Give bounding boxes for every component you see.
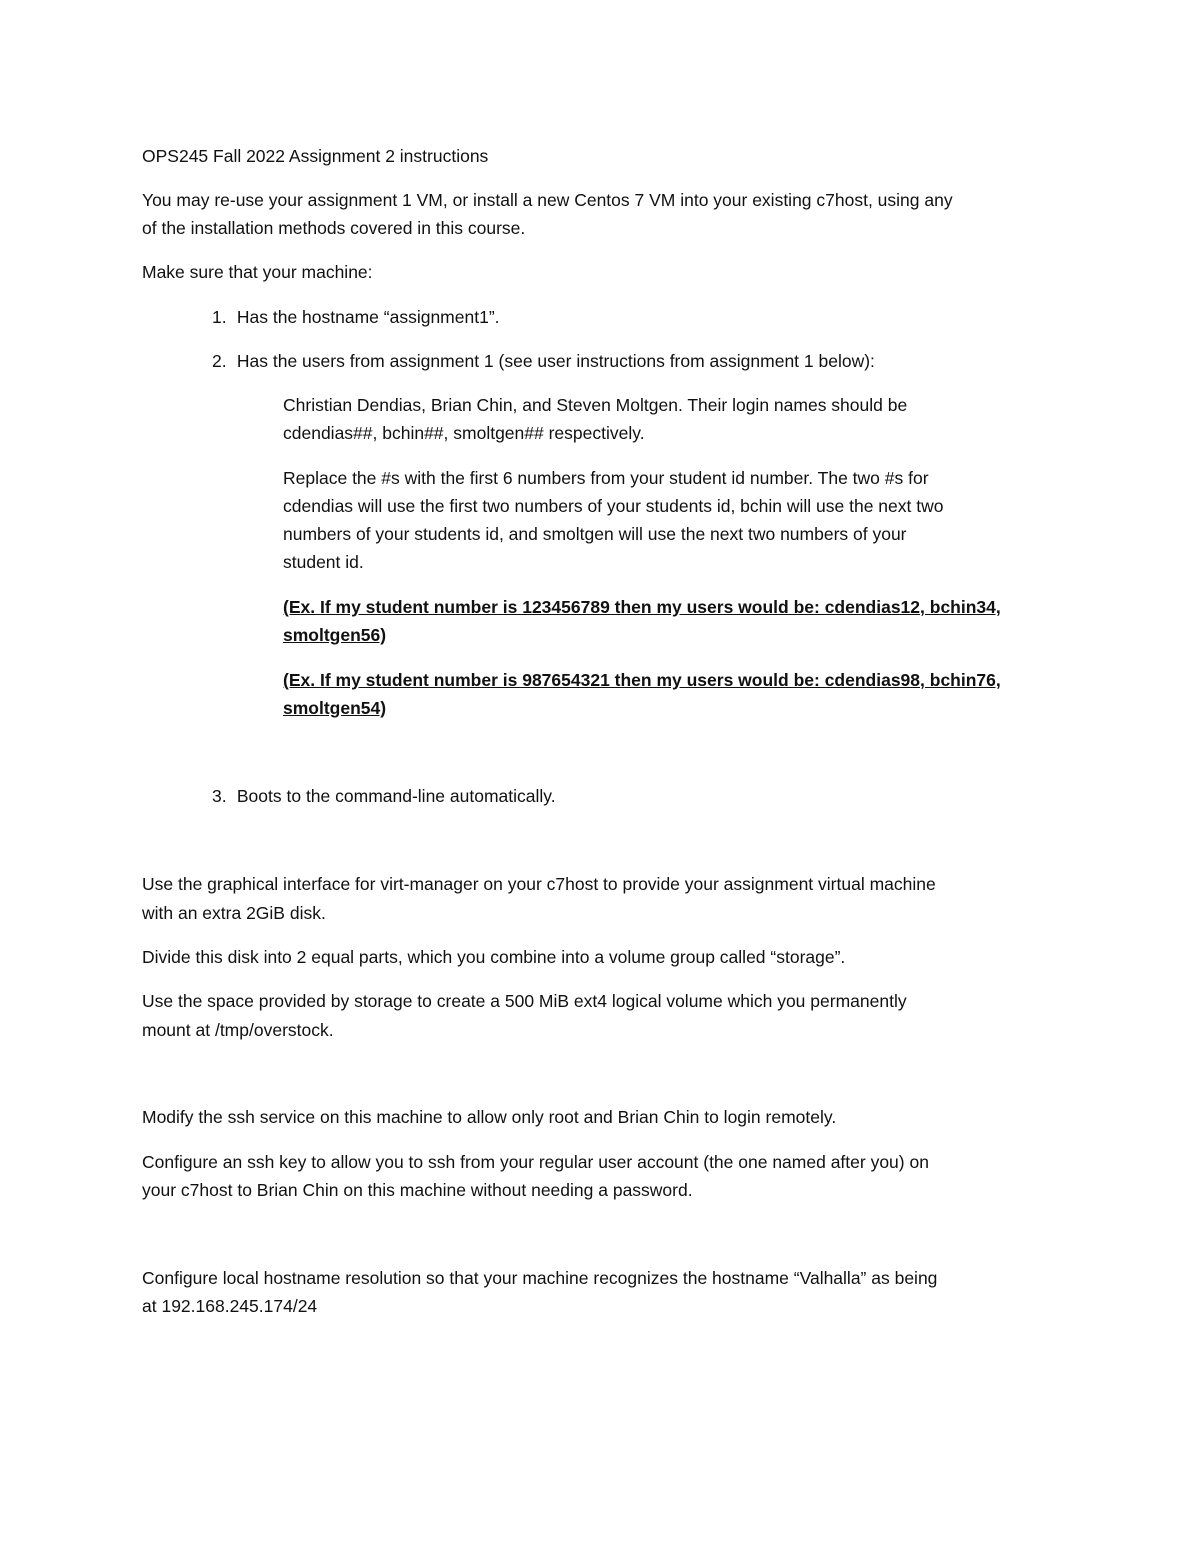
hosts-text-line-2: at 192.168.245.174/24 xyxy=(142,1296,318,1316)
document-title: OPS245 Fall 2022 Assignment 2 instructions xyxy=(142,146,489,166)
lv-text-line-2: mount at /tmp/overstock. xyxy=(142,1020,334,1040)
users-text-line-1: Christian Dendias, Brian Chin, and Steven Moltgen. Their login names should be xyxy=(283,395,908,415)
example-2-line-1: (Ex. If my student number is 987654321 then my users would be: cdendias98, bchin76, xyxy=(283,670,1001,690)
list-item-number: 3. xyxy=(212,786,227,806)
example-2-line-2: smoltgen54) xyxy=(283,698,387,718)
intro-text-line-2: of the installation methods covered in this course. xyxy=(142,218,526,238)
disk-text-line-2: with an extra 2GiB disk. xyxy=(142,903,326,923)
example-1-line-2: smoltgen56) xyxy=(283,625,387,645)
ssh-modify-text: Modify the ssh service on this machine to allow only root and Brian Chin to login remotely. xyxy=(142,1107,837,1127)
ssh-key-text-line-2: your c7host to Brian Chin on this machine without needing a password. xyxy=(142,1180,693,1200)
disk-text-line-1: Use the graphical interface for virt-manager on your c7host to provide your assignment virtual machine xyxy=(142,874,936,894)
list-item-3 xyxy=(212,782,556,810)
list-item-text: Has the users from assignment 1 (see user instructions from assignment 1 below): xyxy=(236,351,875,371)
list-item-text: Boots to the command-line automatically. xyxy=(236,786,556,806)
list-item-number: 2. xyxy=(212,351,227,371)
list-item-2 xyxy=(212,347,875,375)
list-item-text: Has the hostname “assignment1”. xyxy=(236,307,500,327)
users-text-line-2: cdendias##, bchin##, smoltgen## respectively. xyxy=(283,423,645,443)
lv-text-line-1: Use the space provided by storage to create a 500 MiB ext4 logical volume which you permanently xyxy=(142,991,907,1011)
make-sure-heading: Make sure that your machine: xyxy=(142,262,373,282)
replace-text-line-3: numbers of your students id, and smoltgen will use the next two numbers of your xyxy=(283,524,907,544)
hosts-text-line-1: Configure local hostname resolution so that your machine recognizes the hostname “Valhalla” as being xyxy=(142,1268,938,1288)
replace-text-line-1: Replace the #s with the first 6 numbers from your student id number. The two #s for xyxy=(283,468,929,488)
intro-text-line-1: You may re-use your assignment 1 VM, or install a new Centos 7 VM into your existing c7host, using any xyxy=(142,190,953,210)
replace-text-line-4: student id. xyxy=(283,552,364,572)
divide-text: Divide this disk into 2 equal parts, which you combine into a volume group called “storage”. xyxy=(142,947,846,967)
replace-text-line-2: cdendias will use the first two numbers of your students id, bchin will use the next two xyxy=(283,496,944,516)
list-item-number: 1. xyxy=(212,307,227,327)
example-1-line-1: (Ex. If my student number is 123456789 then my users would be: cdendias12, bchin34, xyxy=(283,597,1001,617)
ssh-key-text-line-1: Configure an ssh key to allow you to ssh from your regular user account (the one named after you) on xyxy=(142,1152,929,1172)
list-item-1 xyxy=(212,303,500,331)
